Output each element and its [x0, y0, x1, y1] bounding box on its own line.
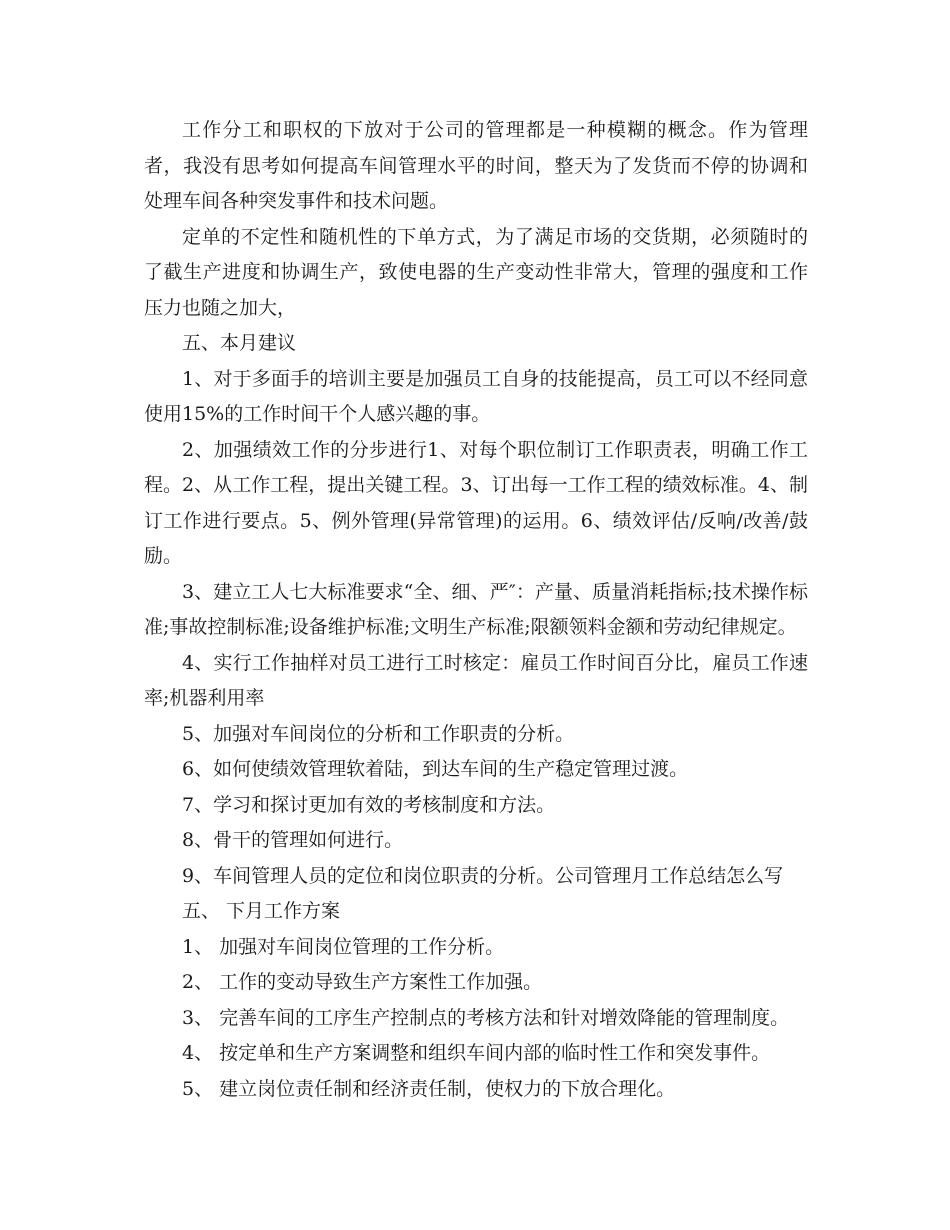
plan-item-2: 2、 工作的变动导致生产方案性工作加强。 — [182, 971, 543, 993]
suggestion-item-7: 7、学习和探讨更加有效的考核制度和方法。 — [182, 793, 556, 816]
section-heading-next-month-plan: 五、 下月工作方案 — [182, 900, 341, 922]
paragraph-order-uncertainty: 定单的不定性和随机性的下单方式，为了满足市场的交货期，必须随时的了截生产进度和协调生产，致使电器的生产变动性非常大，管理的强度和工作压力也随之加大， — [144, 225, 808, 319]
suggestion-item-5: 5、加强对车间岗位的分析和工作职责的分析。 — [182, 722, 575, 745]
plan-item-1: 1、 加强对车间岗位管理的工作分析。 — [182, 935, 505, 958]
section-heading-this-month-suggestions: 五、本月建议 — [182, 332, 297, 354]
suggestion-item-8: 8、骨干的管理如何进行。 — [182, 829, 404, 851]
paragraph-division-of-work: 工作分工和职权的下放对于公司的管理都是一种模糊的概念。作为管理者，我没有思考如何提高车间管理水平的时间，整天为了发货而不停的协调和处理车间各种突发事件和技术问题。 — [144, 119, 808, 212]
suggestion-item-6: 6、如何使绩效管理软着陆，到达车间的生产稳定管理过渡。 — [182, 758, 689, 780]
suggestion-item-4: 4、实行工作抽样对员工进行工时核定：雇员工作时间百分比，雇员工作速率;机器利用率 — [144, 651, 808, 709]
suggestion-item-1: 1、对于多面手的培训主要是加强员工自身的技能提高，员工可以不经同意使用15%的工作时间干个人感兴趣的事。 — [144, 367, 808, 425]
document-body — [144, 113, 808, 1107]
suggestion-item-3: 3、建立工人七大标准要求“全、细、严″：产量、质量消耗指标;技术操作标准;事故控制标准;设备维护标准;文明生产标准;限额领料金额和劳动纪律规定。 — [144, 580, 808, 638]
plan-item-5: 5、 建立岗位责任制和经济责任制，使权力的下放合理化。 — [182, 1077, 676, 1100]
plan-item-4: 4、 按定单和生产方案调整和组织车间内部的临时性工作和突发事件。 — [182, 1042, 771, 1064]
plan-item-3: 3、 完善车间的工序生产控制点的考核方法和针对增效降能的管理制度。 — [182, 1006, 790, 1029]
suggestion-item-2: 2、加强绩效工作的分步进行1、对每个职位制订工作职责表，明确工作工程。2、从工作工程，提出关键工程。3、订出每一工作工程的绩效标准。4、制订工作进行要点。5、例外管理(异常管理)的运用。6、绩效评估/反响/改善/鼓励。 — [144, 438, 808, 567]
suggestion-item-9: 9、车间管理人员的定位和岗位职责的分析。公司管理月工作总结怎么写 — [182, 864, 784, 887]
